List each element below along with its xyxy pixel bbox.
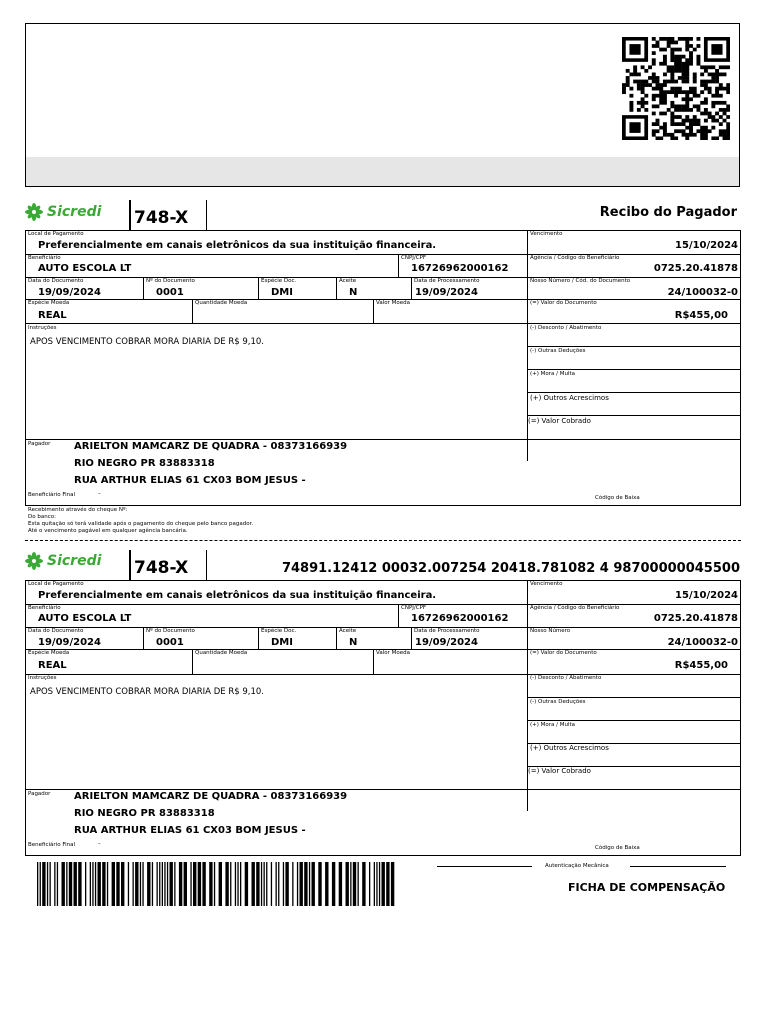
beneficiario-final-label: Beneficiário Final (28, 842, 75, 848)
sicredi-logo (25, 203, 101, 221)
valor-moeda-label: Valor Moeda (376, 300, 410, 306)
cnpj: 16726962000162 (411, 613, 509, 624)
vencimento-label: Vencimento (530, 581, 563, 587)
pagador-label: Pagador (28, 441, 51, 447)
valor-documento: R$455,00 (674, 310, 728, 321)
nota-cheque: Recebimento através do cheque Nº: (28, 507, 128, 513)
valor-cobrado-label: (=) Valor Cobrado (528, 417, 591, 425)
nota-quitacao: Esta quitação só terá validade após o pagamento do cheque pelo banco pagador. (28, 521, 254, 527)
agencia: 0725.20.41878 (653, 263, 738, 274)
cnpj: 16726962000162 (411, 263, 509, 274)
aceite-label: Aceite (339, 278, 357, 284)
valor-documento-label: (=) Valor do Documento (530, 650, 597, 656)
nota-banco: Do banco: (28, 514, 56, 520)
autenticacao-label: Autenticação Mecânica (545, 863, 609, 869)
nosso-numero-label: Nosso Número (530, 628, 571, 634)
pagador-linha3: RUA ARTHUR ELIAS 61 CX03 BOM JESUS - (74, 825, 306, 836)
data-processamento-label: Data de Processamento (414, 628, 480, 634)
beneficiario-label: Beneficiário (28, 255, 61, 261)
sicredi-logo-ficha (25, 552, 101, 570)
desconto-label: (-) Desconto / Abatimento (530, 675, 602, 681)
instrucoes-label: Instruções (28, 675, 57, 681)
local-pagamento: Preferencialmente em canais eletrônicos da sua instituição financeira. (38, 590, 437, 601)
pagador-linha1: ARIELTON MAMCARZ DE QUADRA - 08373166939 (74, 441, 348, 452)
beneficiario: AUTO ESCOLA LT (38, 263, 132, 274)
codigo-baixa-label: Código de Baixa (595, 845, 640, 851)
num-documento-label: Nº do Documento (146, 278, 195, 284)
instrucoes-label: Instruções (28, 325, 57, 331)
especie-moeda: REAL (38, 310, 67, 321)
especie-doc-label: Espécie Doc. (261, 628, 297, 634)
outros-acrescimos-label: (+) Outros Acrescimos (530, 744, 609, 752)
aceite: N (349, 287, 358, 298)
data-documento: 19/09/2024 (38, 637, 101, 648)
valor-cobrado-label: (=) Valor Cobrado (528, 767, 591, 775)
aceite-label: Aceite (339, 628, 357, 634)
instrucoes: APOS VENCIMENTO COBRAR MORA DIARIA DE R$ 9,10. (30, 337, 264, 347)
pagador-linha3: RUA ARTHUR ELIAS 61 CX03 BOM JESUS - (74, 475, 306, 486)
beneficiario: AUTO ESCOLA LT (38, 613, 132, 624)
num-documento: 0001 (156, 287, 184, 298)
especie-moeda-label: Espécie Moeda (28, 650, 70, 656)
vencimento: 15/10/2024 (675, 240, 738, 251)
outras-deducoes-label: (-) Outras Deduções (530, 348, 586, 354)
pix-qr-panel (25, 23, 740, 187)
linha-digitavel: 74891.12412 00032.007254 20418.781082 4 98700000045500 (281, 561, 740, 576)
data-documento-label: Data do Documento (28, 628, 84, 634)
sicredi-flower-icon (25, 203, 43, 221)
beneficiario-label: Beneficiário (28, 605, 61, 611)
especie-moeda-label: Espécie Moeda (28, 300, 70, 306)
vencimento: 15/10/2024 (675, 590, 738, 601)
bank-code: 748-X (134, 558, 189, 578)
pagador-linha2: RIO NEGRO PR 83883318 (74, 458, 215, 469)
local-pagamento: Preferencialmente em canais eletrônicos da sua instituição financeira. (38, 240, 437, 251)
cnpj-label: CNPJ/CPF (401, 255, 427, 261)
valor-documento-label: (=) Valor do Documento (530, 300, 597, 306)
aceite: N (349, 637, 358, 648)
gray-band (26, 157, 739, 186)
sicredi-flower-icon (25, 552, 43, 570)
qr-code-icon (622, 37, 730, 140)
desconto-label: (-) Desconto / Abatimento (530, 325, 602, 331)
valor-moeda-label: Valor Moeda (376, 650, 410, 656)
nosso-numero-label: Nosso Número / Cód. do Documento (530, 278, 631, 284)
instrucoes: APOS VENCIMENTO COBRAR MORA DIARIA DE R$ 9,10. (30, 687, 264, 697)
quantidade-moeda-label: Quantidade Moeda (195, 650, 248, 656)
cnpj-label: CNPJ/CPF (401, 605, 427, 611)
nota-vencimento: Até o vencimento pagável em qualquer agência bancária. (28, 528, 188, 534)
codigo-baixa-label: Código de Baixa (595, 495, 640, 501)
nosso-numero: 24/100032-0 (667, 287, 738, 298)
data-processamento-label: Data de Processamento (414, 278, 480, 284)
receipt-title: Recibo do Pagador (599, 205, 737, 220)
barcode-icon (37, 862, 397, 906)
outras-deducoes-label: (-) Outras Deduções (530, 699, 586, 705)
cut-line (25, 540, 741, 541)
agencia-label: Agência / Código do Beneficiário (530, 605, 620, 611)
mora-multa-label: (+) Mora / Multa (530, 722, 576, 728)
especie-moeda: REAL (38, 660, 67, 671)
local-pagamento-label: Local de Pagamento (28, 581, 84, 587)
data-processamento: 19/09/2024 (415, 287, 478, 298)
local-pagamento-label: Local de Pagamento (28, 231, 84, 237)
data-documento: 19/09/2024 (38, 287, 101, 298)
bank-name: Sicredi (47, 553, 102, 569)
beneficiario-final-label: Beneficiário Final (28, 492, 75, 498)
num-documento-label: Nº do Documento (146, 628, 195, 634)
beneficiario-final: – (98, 841, 101, 847)
bank-name: Sicredi (47, 204, 102, 220)
data-processamento: 19/09/2024 (415, 637, 478, 648)
beneficiario-final: – (98, 491, 101, 497)
pagador-linha2: RIO NEGRO PR 83883318 (74, 808, 215, 819)
agencia: 0725.20.41878 (653, 613, 738, 624)
especie-doc-label: Espécie Doc. (261, 278, 297, 284)
bank-code: 748-X (134, 208, 189, 228)
outros-acrescimos-label: (+) Outros Acrescimos (530, 394, 609, 402)
especie-doc: DMI (271, 287, 293, 298)
valor-documento: R$455,00 (674, 660, 728, 671)
especie-doc: DMI (271, 637, 293, 648)
agencia-label: Agência / Código do Beneficiário (530, 255, 620, 261)
num-documento: 0001 (156, 637, 184, 648)
pagador-label: Pagador (28, 791, 51, 797)
vencimento-label: Vencimento (530, 231, 563, 237)
data-documento-label: Data do Documento (28, 278, 84, 284)
mora-multa-label: (+) Mora / Multa (530, 371, 576, 377)
quantidade-moeda-label: Quantidade Moeda (195, 300, 248, 306)
ficha-title: FICHA DE COMPENSAÇÃO (568, 881, 726, 894)
nosso-numero: 24/100032-0 (667, 637, 738, 648)
pagador-linha1: ARIELTON MAMCARZ DE QUADRA - 08373166939 (74, 791, 348, 802)
